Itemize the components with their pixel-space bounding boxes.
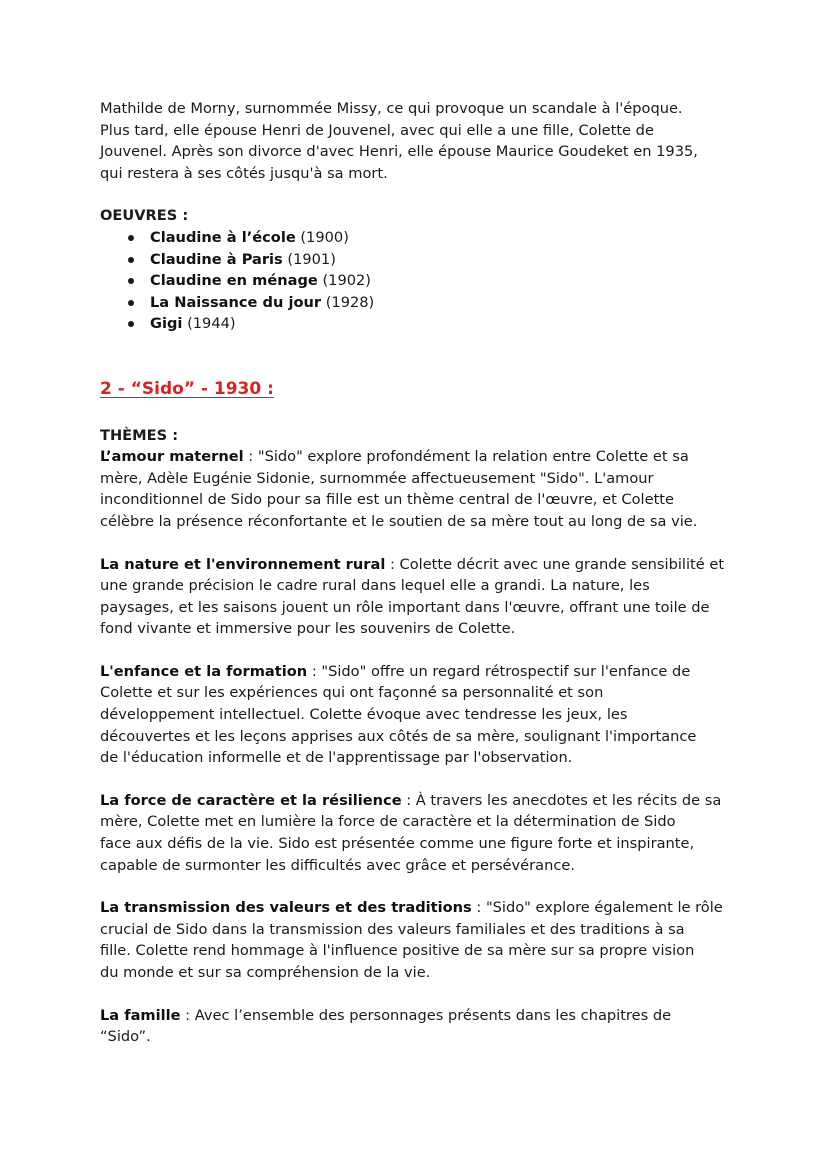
theme-title: L'enfance et la formation (100, 662, 308, 680)
list-item (128, 313, 740, 335)
theme-title: La force de caractère et la résilience (100, 791, 402, 809)
theme-title: La transmission des valeurs et des traditions (100, 899, 472, 917)
list-item (128, 292, 740, 314)
themes-heading: THÈMES : (100, 426, 179, 444)
theme-line: mère, Adèle Eugénie Sidonie, surnommée affectueusement "Sido". L'amour (100, 469, 654, 487)
theme-line: : Colette décrit avec une grande sensibilité et (385, 555, 725, 573)
list-item (128, 227, 740, 249)
theme-line: : "Sido" offre un regard rétrospectif sur l'enfance de (307, 662, 691, 680)
work-year: (1928) (325, 293, 375, 311)
work-year: (1944) (187, 315, 236, 333)
theme-line: Colette et sur les expériences qui ont façonné sa personnalité et son (100, 684, 604, 702)
document-content (100, 98, 740, 1048)
list-item (128, 249, 740, 271)
theme-line: “Sido”. (100, 1028, 151, 1046)
work-year: (1902) (322, 272, 371, 290)
theme-line: capable de surmonter les difficultés avec grâce et persévérance. (100, 856, 575, 874)
theme-line: : "Sido" explore également le rôle (471, 899, 723, 917)
work-title: La Naissance du jour (150, 293, 322, 311)
theme-line: du monde et sur sa compréhension de la vie. (100, 964, 431, 981)
work-title: Claudine à Paris (150, 250, 283, 268)
section-title: 2 - “Sido” - 1930 : (100, 378, 274, 399)
work-title: Claudine en ménage (150, 272, 318, 290)
work-title: Claudine à l’école (150, 228, 296, 246)
intro-paragraph (100, 98, 740, 184)
theme-line: fond vivante et immersive pour les souvenirs de Colette. (100, 620, 516, 638)
theme-paragraph (100, 554, 740, 640)
oeuvres-list (100, 227, 740, 335)
theme-line: : À travers les anecdotes et les récits de sa (401, 791, 722, 809)
theme-paragraph (100, 446, 740, 532)
theme-paragraph (100, 661, 740, 769)
theme-paragraph (100, 790, 740, 876)
theme-line: : "Sido" explore profondément la relation entre Colette et sa (243, 448, 689, 466)
theme-line: face aux défis de la vie. Sido est présentée comme une figure forte et inspirante, (100, 835, 695, 853)
intro-line: qui restera à ses côtés jusqu'à sa mort. (100, 164, 388, 182)
theme-title: La famille (100, 1006, 181, 1024)
theme-line: mère, Colette met en lumière la force de caractère et la détermination de Sido (100, 813, 676, 831)
work-title: Gigi (150, 315, 183, 333)
theme-paragraph (100, 897, 740, 983)
theme-title: La nature et l'environnement rural (100, 555, 386, 573)
intro-line: Mathilde de Morny, surnommée Missy, ce qui provoque un scandale à l'époque. (100, 100, 683, 117)
theme-line: de l'éducation informelle et de l'apprentissage par l'observation. (100, 749, 573, 767)
theme-line: inconditionnel de Sido pour sa fille est un thème central de l'œuvre, et Colette (100, 491, 675, 509)
theme-line: paysages, et les saisons jouent un rôle important dans l'œuvre, offrant une toile de (100, 598, 710, 616)
oeuvres-heading: OEUVRES : (100, 207, 189, 225)
theme-line: une grande précision le cadre rural dans lequel elle a grandi. La nature, les (100, 577, 650, 595)
theme-line: crucial de Sido dans la transmission des valeurs familiales et des traditions à sa (100, 920, 685, 938)
theme-line: fille. Colette rend hommage à l'influence positive de sa mère sur sa propre vision (100, 942, 695, 960)
theme-line: développement intellectuel. Colette évoque avec tendresse les jeux, les (100, 706, 628, 724)
intro-line: Plus tard, elle épouse Henri de Jouvenel, avec qui elle a une fille, Colette de (100, 121, 654, 139)
theme-title: L’amour maternel (100, 448, 244, 466)
work-year: (1900) (300, 228, 349, 246)
theme-line: découvertes et les leçons apprises aux côtés de sa mère, soulignant l'importance (100, 727, 697, 745)
theme-paragraph (100, 1005, 740, 1048)
theme-line: : Avec l’ensemble des personnages présents dans les chapitres de (180, 1006, 672, 1024)
intro-line: Jouvenel. Après son divorce d'avec Henri, elle épouse Maurice Goudeket en 1935, (100, 143, 698, 161)
list-item (128, 270, 740, 292)
theme-line: célèbre la présence réconfortante et le soutien de sa mère tout au long de sa vie. (100, 512, 698, 530)
work-year: (1901) (287, 250, 336, 268)
